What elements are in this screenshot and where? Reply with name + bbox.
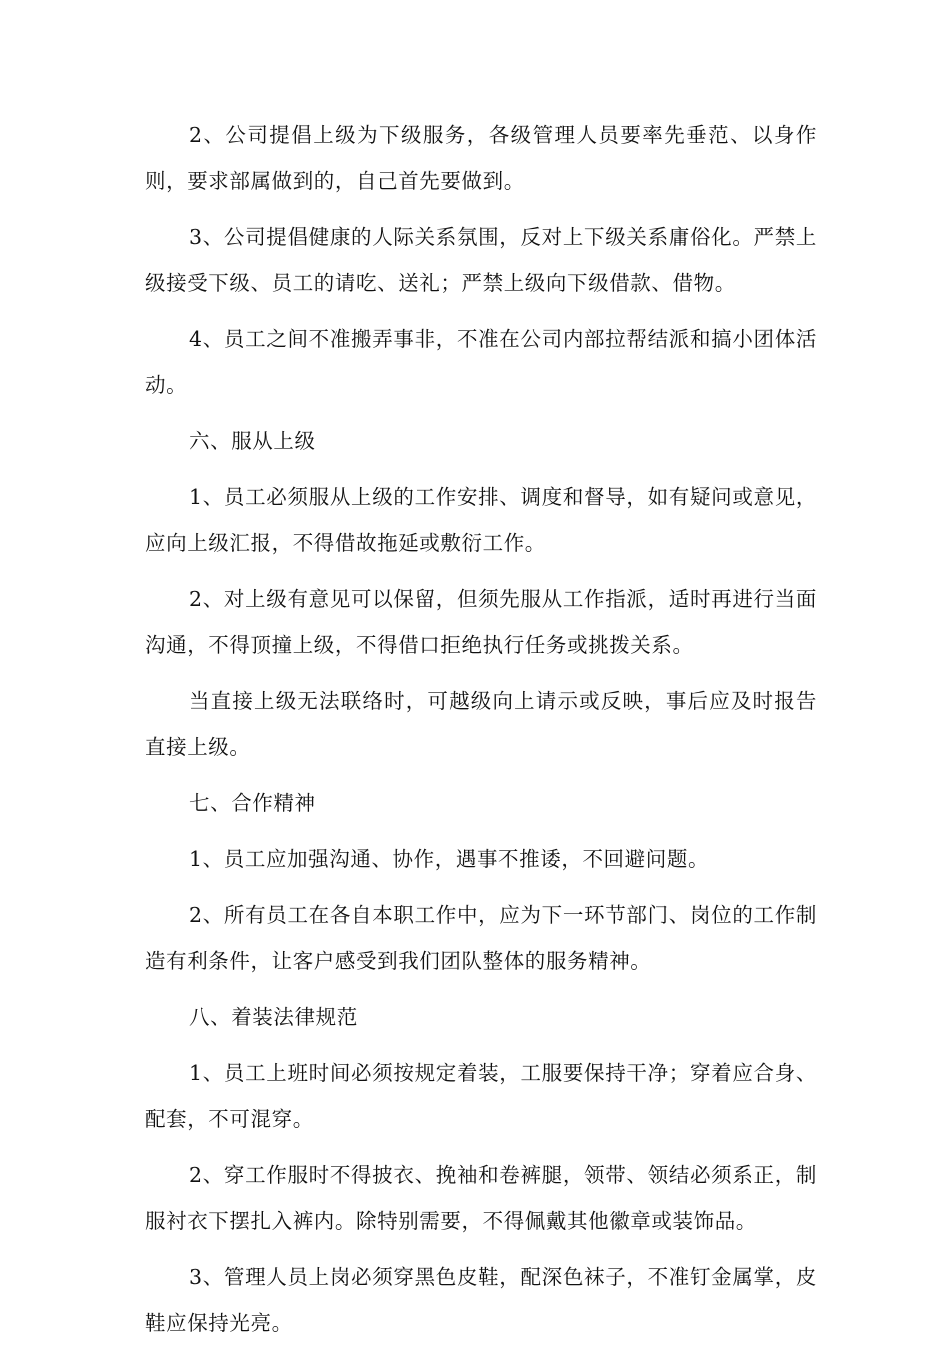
section-heading-8: 八、着装法律规范 [189, 1005, 358, 1029]
paragraph-5-3: 3、公司提倡健康的人际关系氛围，反对上下级关系庸俗化。严禁上级接受下级、员工的请吃、送礼；严禁上级向下级借款、借物。 [145, 225, 817, 295]
paragraph-5-4: 4、员工之间不准搬弄事非，不准在公司内部拉帮结派和搞小团体活动。 [145, 327, 817, 397]
paragraph-6-1: 1、员工必须服从上级的工作安排、调度和督导，如有疑问或意见，应向上级汇报，不得借故拖延或敷衍工作。 [145, 485, 817, 555]
paragraph-6-3: 当直接上级无法联络时，可越级向上请示或反映，事后应及时报告直接上级。 [145, 689, 817, 759]
section-heading-7: 七、合作精神 [189, 791, 316, 815]
paragraph-6-2: 2、对上级有意见可以保留，但须先服从工作指派，适时再进行当面沟通，不得顶撞上级，不得借口拒绝执行任务或挑拨关系。 [145, 587, 817, 657]
paragraph-8-3: 3、管理人员上岗必须穿黑色皮鞋，配深色袜子，不准钉金属掌，皮鞋应保持光亮。 [145, 1265, 817, 1335]
document-body [145, 112, 817, 1356]
paragraph-8-1: 1、员工上班时间必须按规定着装，工服要保持干净；穿着应合身、配套，不可混穿。 [145, 1061, 817, 1131]
paragraph-7-1: 1、员工应加强沟通、协作，遇事不推诿，不回避问题。 [189, 847, 710, 871]
section-heading-6: 六、服从上级 [189, 429, 316, 453]
paragraph-7-2: 2、所有员工在各自本职工作中，应为下一环节部门、岗位的工作制造有利条件，让客户感受到我们团队整体的服务精神。 [145, 903, 817, 973]
paragraph-8-2: 2、穿工作服时不得披衣、挽袖和卷裤腿，领带、领结必须系正，制服衬衣下摆扎入裤内。除特别需要，不得佩戴其他徽章或装饰品。 [145, 1163, 817, 1233]
paragraph-5-2: 2、公司提倡上级为下级服务，各级管理人员要率先垂范、以身作则，要求部属做到的，自己首先要做到。 [145, 123, 817, 193]
